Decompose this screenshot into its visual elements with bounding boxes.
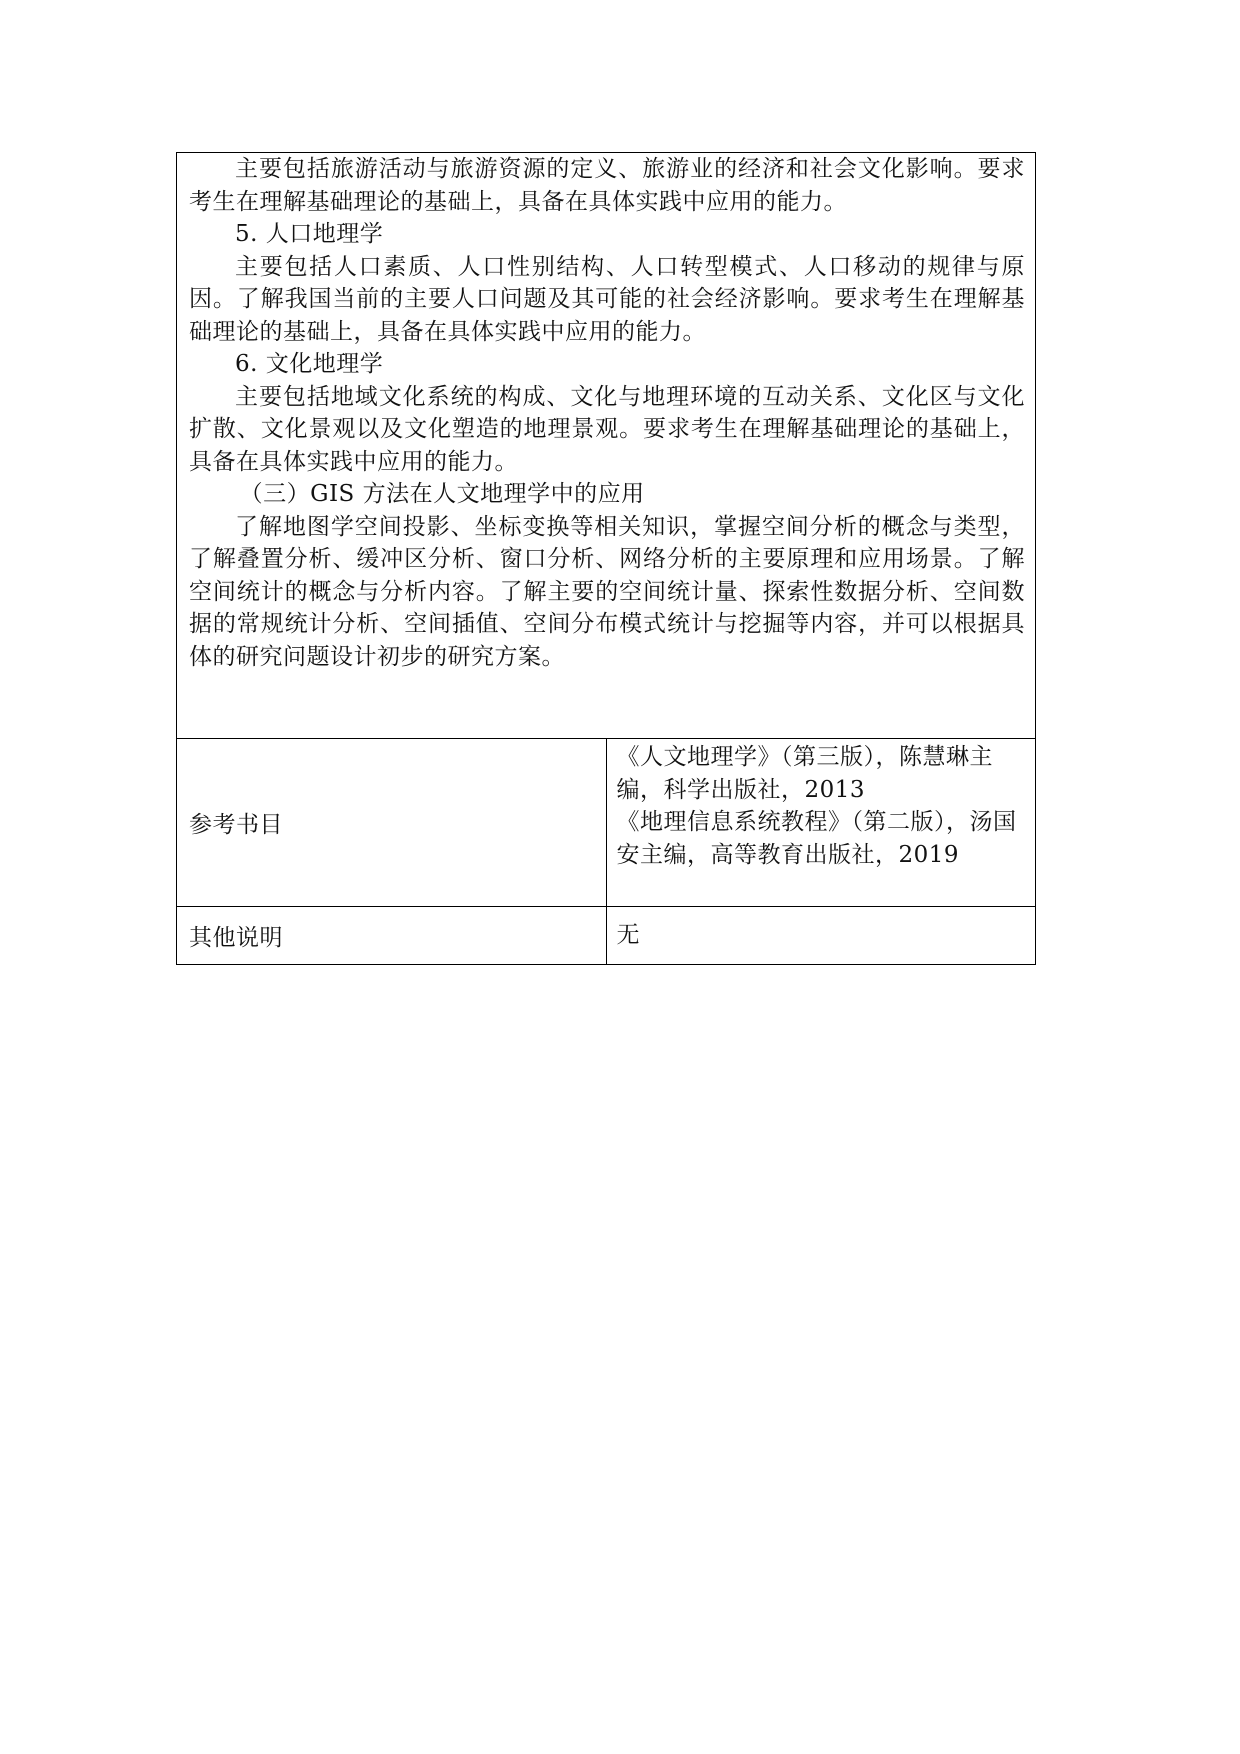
references-label: 参考书目 [177,739,607,907]
reference-item: 《人文地理学》（第三版），陈慧琳主编，科学出版社，2013 [616,744,993,803]
content-cell [177,153,1036,739]
paragraph-gis: 了解地图学空间投影、坐标变换等相关知识，掌握空间分析的概念与类型，了解叠置分析、缓冲区分析、窗口分析、网络分析的主要原理和应用场景。了解空间统计的概念与分析内容。了解主要的空间统计量、探索性数据分析、空间数据的常规统计分析、空间插值、空间分布模式统计与挖掘等内容，并可以根据具体的研究问题设计初步的研究方案。 [189,513,1025,670]
content-row [177,153,1036,739]
heading-cultural-geography: 6. 文化地理学 [235,351,384,377]
references-row [177,739,1036,907]
paragraph-population: 主要包括人口素质、人口性别结构、人口转型模式、人口移动的规律与原因。了解我国当前的主要人口问题及其可能的社会经济影响。要求考生在理解基础理论的基础上，具备在具体实践中应用的能力。 [189,253,1025,345]
paragraph-culture: 主要包括地域文化系统的构成、文化与地理环境的互动关系、文化区与文化扩散、文化景观以及文化塑造的地理景观。要求考生在理解基础理论的基础上，具备在具体实践中应用的能力。 [189,383,1025,475]
references-value [606,739,1036,907]
content-body [189,153,1025,673]
other-notes-row [177,907,1036,965]
heading-population-geography: 5. 人口地理学 [235,221,384,247]
reference-item: 《地理信息系统教程》（第二版），汤国安主编，高等教育出版社，2019 [616,809,1017,868]
other-notes-value: 无 [606,907,1036,965]
other-notes-label: 其他说明 [177,907,607,965]
heading-gis-methods: （三）GIS 方法在人文地理学中的应用 [239,481,645,507]
syllabus-table [176,152,1036,965]
paragraph-tourism: 主要包括旅游活动与旅游资源的定义、旅游业的经济和社会文化影响。要求考生在理解基础理论的基础上，具备在具体实践中应用的能力。 [189,156,1025,215]
